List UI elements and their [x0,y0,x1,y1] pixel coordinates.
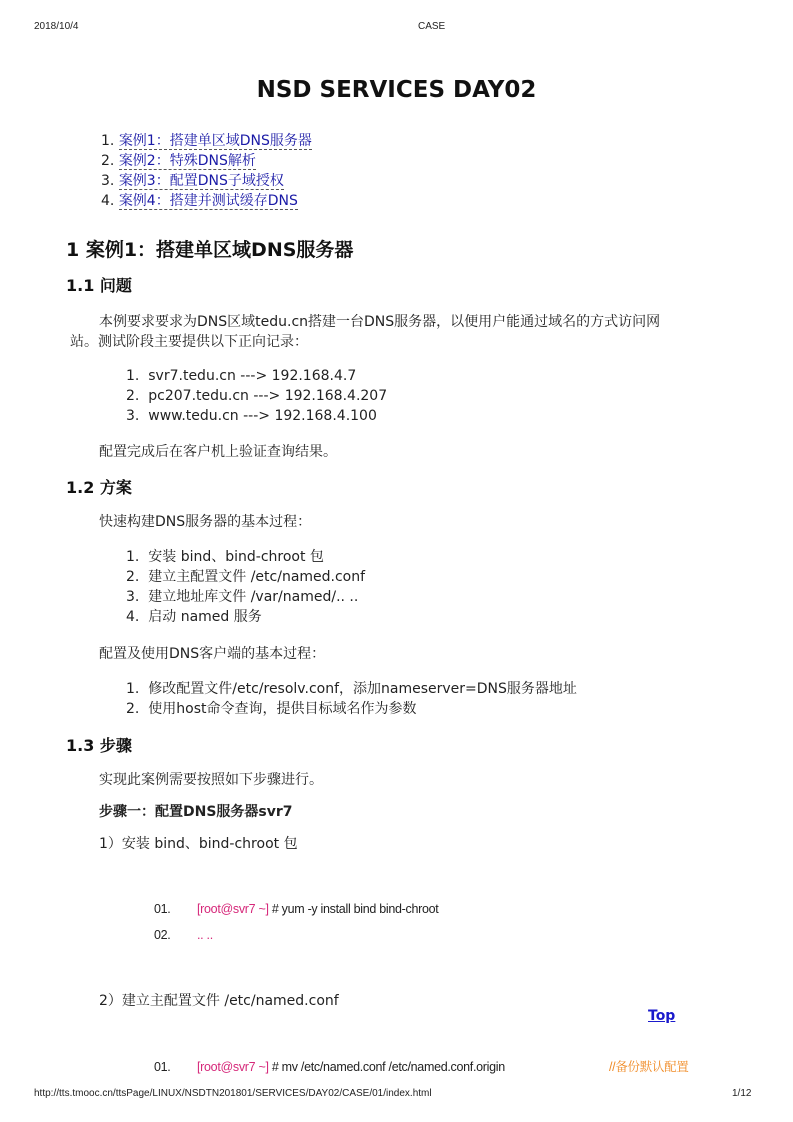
paragraph: 站。测试阶段主要提供以下正向记录： [70,334,308,350]
code-ellipsis: .. .. [197,928,213,942]
list-number: 3. [126,408,140,424]
toc-link[interactable]: 案例4：搭建并测试缓存DNS [118,193,298,209]
code-line [154,899,438,919]
list-text: www.tedu.cn ---> 192.168.4.100 [148,408,377,424]
paragraph: 配置完成后在客户机上验证查询结果。 [99,444,337,460]
toc-link[interactable]: 案例2：特殊DNS解析 [118,153,256,169]
list-number: 3. [126,589,140,605]
paragraph: 本例要求要求为DNS区域tedu.cn搭建一台DNS服务器，以便用户能通过域名的方式访问网 [99,314,661,330]
print-title: CASE [418,21,446,32]
toc-number: 4. [101,193,115,209]
code-line [154,925,213,945]
list-item [126,547,324,567]
paragraph: 实现此案例需要按照如下步骤进行。 [99,772,323,788]
list-text: 修改配置文件/etc/resolv.conf，添加nameserver=DNS服务器地址 [148,681,577,697]
toc-number: 3. [101,173,115,189]
list-text: 使用host命令查询，提供目标域名作为参数 [148,701,417,717]
code-command: # yum -y install bind bind-chroot [271,902,439,916]
list-text: 建立地址库文件 /var/named/.. .. [148,589,359,605]
subsection-heading: 1.2 方案 [66,478,132,497]
list-item [126,607,262,627]
toc-item [101,191,298,211]
list-text: 建立主配置文件 /etc/named.conf [148,569,366,585]
list-item [126,587,358,607]
list-item [126,406,377,426]
list-text: 安装 bind、bind-chroot 包 [148,549,324,565]
toc-number: 1. [101,133,115,149]
list-number: 4. [126,609,140,625]
line-number: 01. [154,902,171,916]
list-text: pc207.tedu.cn ---> 192.168.4.207 [148,388,388,404]
list-number: 1. [126,681,140,697]
list-item [126,386,387,406]
top-link[interactable]: Top [648,1008,676,1024]
section-heading: 1 案例1：搭建单区域DNS服务器 [66,239,354,261]
line-number: 02. [154,928,171,942]
paragraph: 配置及使用DNS客户端的基本过程： [99,646,326,662]
toc-item [101,171,284,191]
list-item [126,679,577,699]
list-number: 2. [126,569,140,585]
code-prompt: [root@svr7 ~] [197,902,269,916]
list-number: 1. [126,368,140,384]
code-command: # mv /etc/named.conf /etc/named.conf.origin [271,1060,505,1074]
list-number: 1. [126,549,140,565]
list-text: 启动 named 服务 [148,609,262,625]
toc-item [101,151,256,171]
code-comment: //备份默认配置 [609,1060,689,1074]
list-item [126,567,365,587]
paragraph: 快速构建DNS服务器的基本过程： [99,514,312,530]
print-date: 2018/10/4 [34,21,79,32]
step-heading: 步骤一：配置DNS服务器svr7 [99,804,293,820]
line-number: 01. [154,1060,171,1074]
toc-number: 2. [101,153,115,169]
paragraph: 2）建立主配置文件 /etc/named.conf [99,993,339,1009]
toc-link[interactable]: 案例3：配置DNS子域授权 [118,173,284,189]
toc-item [101,131,312,151]
page-number: 1/12 [732,1088,752,1099]
page-title: NSD SERVICES DAY02 [256,77,537,103]
list-number: 2. [126,388,140,404]
footer-url: http://tts.tmooc.cn/ttsPage/LINUX/NSDTN201801/SERVICES/DAY02/CASE/01/index.html [34,1088,432,1099]
code-line [154,1057,689,1077]
subsection-heading: 1.1 问题 [66,276,132,295]
list-text: svr7.tedu.cn ---> 192.168.4.7 [148,368,357,384]
code-prompt: [root@svr7 ~] [197,1060,269,1074]
paragraph: 1）安装 bind、bind-chroot 包 [99,836,298,852]
list-item [126,699,417,719]
list-item [126,366,356,386]
subsection-heading: 1.3 步骤 [66,736,132,755]
list-number: 2. [126,701,140,717]
toc-link[interactable]: 案例1：搭建单区域DNS服务器 [118,133,312,149]
